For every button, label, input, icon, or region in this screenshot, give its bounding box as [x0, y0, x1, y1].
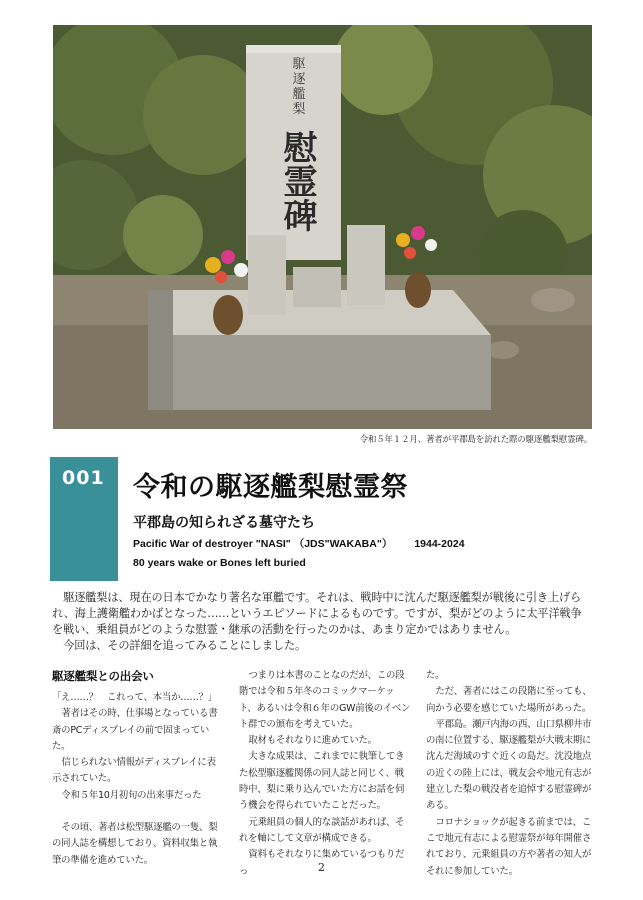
section-heading: 駆逐艦梨との出会い [52, 669, 154, 683]
english-years: 1944-2024 [414, 538, 465, 550]
english-title: Pacific War of destroyer "NASI" （JDS"WAKABA"） [133, 538, 393, 550]
lead-text: 今回は、その詳細を追ってみることにしました。 [63, 639, 307, 652]
article-number-box [50, 457, 118, 581]
page-number: 2 [318, 861, 325, 874]
paragraph: 大きな成果は、これまでに執筆してきた松型駆逐艦関係の同人誌と同じく、戦時中、梨に乗り込んでいた方にお話を伺う機会を得られていたことだった。 [239, 751, 405, 812]
paragraph: 「え……？ これって、本当か……？」 [52, 692, 217, 703]
english-subtitle-line1 [133, 536, 465, 551]
lead-paragraph [52, 590, 592, 654]
paragraph-gap [52, 804, 224, 820]
article-number: 001 [62, 467, 105, 489]
paragraph: 信じられない情報がディスプレイに表示されていた。 [52, 757, 216, 785]
paragraph: 令和５年10月初旬の出来事だった [61, 789, 202, 801]
paragraph: 資料もそれなりに集めているつもりだっ [239, 849, 405, 877]
memorial-photo [53, 25, 592, 429]
paragraph: 平郡島。瀬戸内海の西、山口県柳井市の南に位置する、駆逐艦梨が大戦末期に沈んだ海域のすぐ近くの島だ。沈没地点の近くの陸上には、戦友会や地元有志が建立した梨の戦没者を追悼する慰霊碑がある。 [426, 718, 592, 812]
paragraph: コロナショックが起きる前までは、ここで地元有志による慰霊祭が毎年開催されており、元乗組員の方や著者の知人がそれに参加していた。 [426, 816, 592, 877]
paragraph: 元乗組員の個人的な談話があれば、それを軸にして文章が構成できる。 [239, 816, 405, 844]
stele-inscription-large: 慰霊碑 [277, 130, 317, 232]
paragraph: た。 [426, 670, 445, 681]
english-subtitle-line2: 80 years wake or Bones left buried [133, 557, 306, 569]
paragraph: 取材もそれなりに進めていた。 [248, 735, 377, 747]
article-title: 令和の駆逐艦梨慰霊祭 [133, 472, 408, 503]
memorial-photo-illustration [53, 25, 592, 429]
column-3 [426, 668, 594, 880]
stele-inscription-small: 駆逐艦梨 [292, 57, 306, 117]
photo-caption: 令和５年１２月、著者が平郡島を訪れた際の駆逐艦梨慰霊碑。 [359, 435, 592, 445]
column-2 [239, 668, 411, 880]
paragraph: つまりは本書のことなのだが、この段階では令和５年冬のコミックマーケット、あるいは令和６年のGW前後のイベント群での頒布を考えていた。 [239, 670, 411, 730]
lead-text: 駆逐艦梨は、現在の日本でかなり著名な軍艦です。それは、戦時中に沈んだ駆逐艦梨が戦後に引き上げられ、海上護衛艦わかばとなった……というエピソードによるものです。ですが、梨がどのように太平洋戦争を戦い、乗組員がどのような慰霊・継承の活動を行ったのかは、あまり定かではありません。 [52, 591, 582, 636]
article-subtitle: 平郡島の知られざる墓守たち [133, 515, 315, 531]
paragraph: その頃、著者は松型駆逐艦の一隻、梨の同人誌を構想しており、資料収集と執筆の準備を進めていた。 [52, 822, 218, 866]
column-1 [52, 668, 224, 869]
paragraph: ただ、著者にはこの段階に至っても、向かう必要を感じていた場所があった。 [426, 686, 592, 714]
paragraph: 著者はその時、仕事場となっている書斎のPCディスプレイの前で固まっていた。 [52, 708, 218, 752]
